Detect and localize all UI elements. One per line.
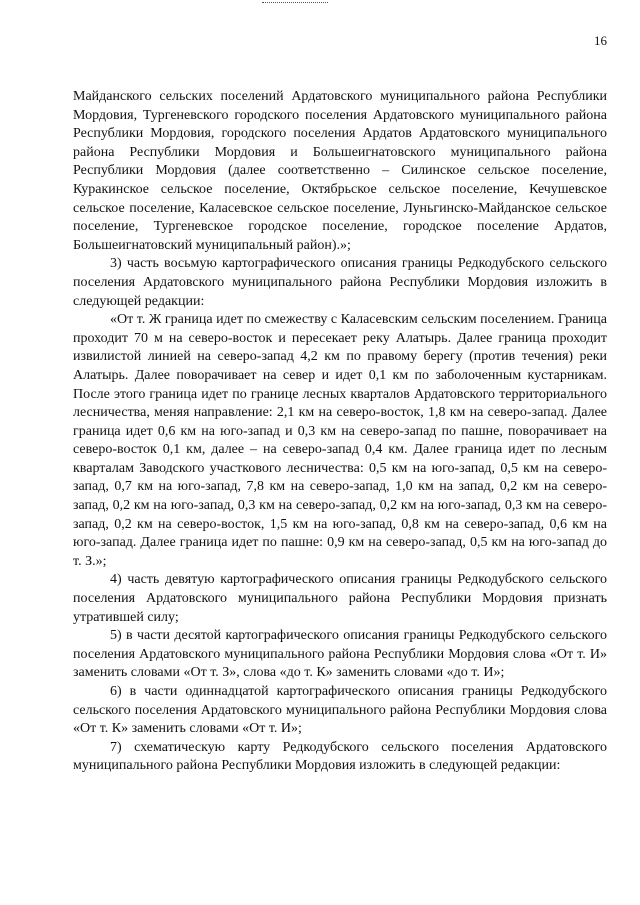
body-text: [73, 88, 607, 776]
paragraph-continuation: Майданского сельских поселений Ардатовского муниципального района Республики Мордовия, Тургеневского городского поселения Ардатовского муниципального района Республики Мордовия, городского поселения Ардатов Ардатовского муниципального района Республики Мордовия и Большеигнатовского муниципального района Республики Мордовия (далее соответственно – Силинское сельское поселение, Куракинское сельское поселение, Октябрьское сельское поселение, Кечушевское сельское поселение, Каласевское сельское поселение, Луньгинско-Майданское сельское поселение, Тургеневское городское поселение, городское поселение Ардатов, Большеигнатовский муниципальный район).»;: [73, 89, 607, 253]
paragraph-item-4: 4) часть девятую картографического описания границы Редкодубского сельского поселения Ардатовского муниципального района Республики Мордовия признать утратившей силу;: [73, 572, 607, 625]
page-number: 16: [594, 33, 607, 48]
paragraph-item-6: 6) в части одиннадцатой картографического описания границы Редкодубского сельского поселения Ардатовского муниципального района Республики Мордовия слова «От т. К» заменить словами «От т. И»;: [73, 684, 607, 737]
top-edge-mark: [262, 0, 328, 3]
paragraph-quote-description: «От т. Ж граница идет по смежеству с Каласевским сельским поселением. Граница проходит 70 м на северо-восток и пересекает реку Алатырь. Далее граница проходит извилистой линией на северо-запад 4,2 км по правому берегу (против течения) реки Алатырь. Далее поворачивает на север и идет 0,1 км по заболоченным кустарникам. После этого граница идет по границе лесных кварталов Ардатовского территориального лесничества, меняя направление: 2,1 км на северо-восток, 1,8 км на северо-запад. Далее граница идет 0,6 км на юго-запад и 0,3 км на северо-запад по пашне, поворачивает на северо-восток 0,1 км, далее – на северо-запад 0,4 км. Далее граница идет по лесным кварталам Заводского участкового лесничества: 0,5 км на юго-запад, 0,5 км на северо-запад, 0,7 км на юго-запад, 7,8 км на северо-запад, 1,0 км на запад, 0,2 км на северо-запад, 0,2 км на юго-запад, 0,3 км на северо-запад, 0,2 км на юго-запад, 0,3 км на северо-запад, 0,2 км на северо-восток, 1,5 км на юго-запад, 0,8 км на северо-запад, 0,6 км на юго-запад. Далее граница идет по пашне: 0,9 км на северо-запад, 0,5 км на юго-запад до т. З.»;: [73, 312, 607, 569]
paragraph-item-5: 5) в части десятой картографического описания границы Редкодубского сельского поселения Ардатовского муниципального района Республики Мордовия слова «От т. И» заменить словами «От т. З», слова «до т. К» заменить словами «до т. И»;: [73, 628, 607, 681]
paragraph-item-3: 3) часть восьмую картографического описания границы Редкодубского сельского поселения Ардатовского муниципального района Республики Мордовия изложить в следующей редакции:: [73, 256, 607, 309]
paragraph-item-7: 7) схематическую карту Редкодубского сельского поселения Ардатовского муниципального района Республики Мордовия изложить в следующей редакции:: [73, 739, 607, 774]
